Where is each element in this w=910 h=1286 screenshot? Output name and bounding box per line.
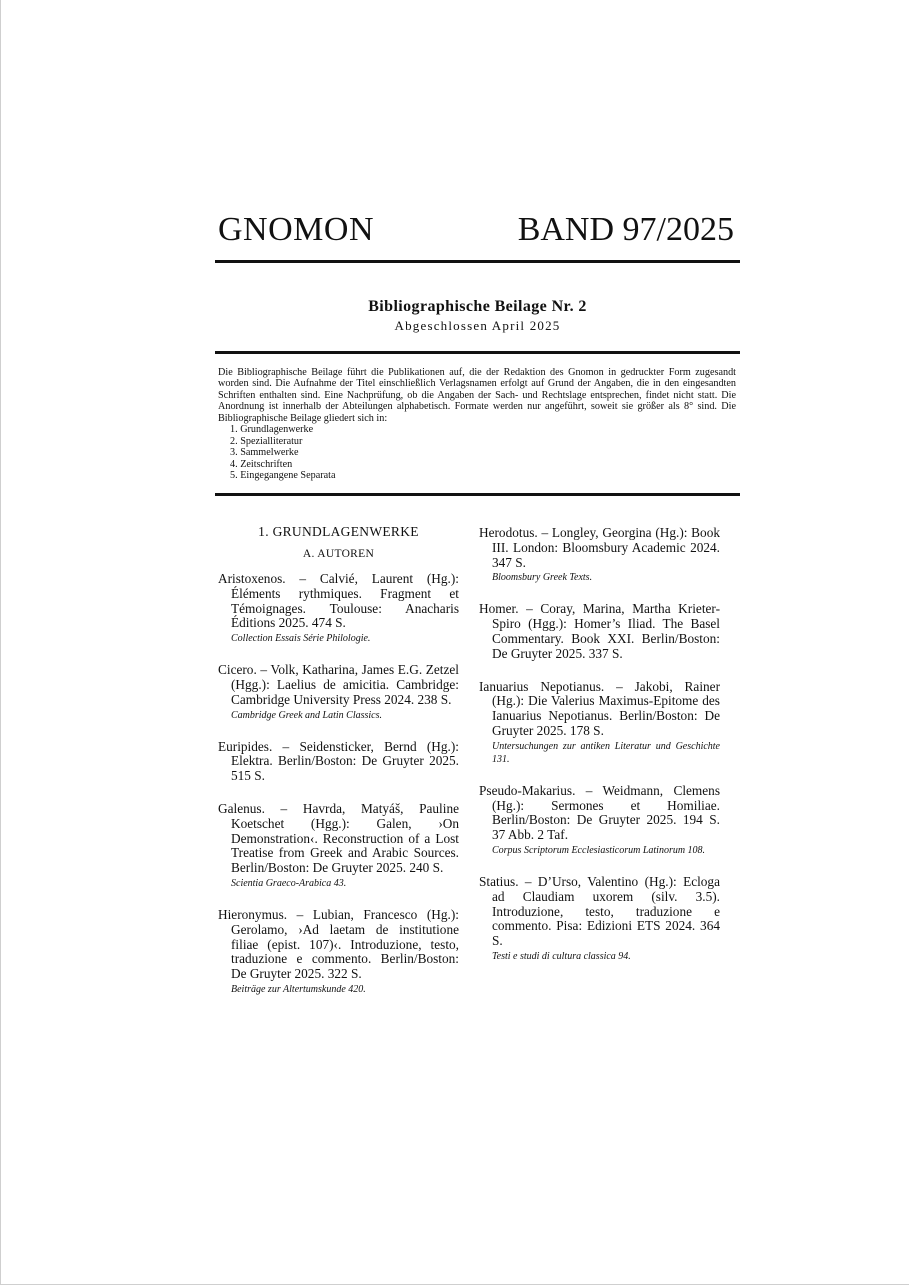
- left-column: [218, 522, 459, 1014]
- entry-series: Testi e studi di cultura classica 94.: [492, 950, 631, 962]
- intro-list-item: 3. Sammelwerke: [230, 447, 299, 459]
- bibliography-entry: [218, 908, 459, 996]
- intro-block: [218, 367, 736, 482]
- entry-text: Hieronymus. – Lubian, Francesco (Hg.): Gerolamo, ›Ad laetam de institutione filiae (epist. 107)‹. Introduzione, testo, traduzione e commento. Berlin/Boston: De Gruyter 2025. 322 S.: [218, 906, 459, 982]
- bibliography-entry: [479, 875, 720, 963]
- intro-list: [218, 424, 736, 482]
- entry-series: Untersuchungen zur antiken Literatur und Geschichte 131.: [492, 740, 720, 765]
- intro-list-item: 1. Grundlagenwerke: [230, 424, 314, 436]
- entry-text: Euripides. – Seidensticker, Bernd (Hg.): Elektra. Berlin/Boston: De Gruyter 2025. 515 S.: [218, 738, 459, 784]
- journal-title: GNOMON: [218, 211, 374, 248]
- bibliography-entry: [479, 526, 720, 584]
- entry-series: Cambridge Greek and Latin Classics.: [231, 709, 383, 721]
- bibliography-entry: [218, 802, 459, 890]
- header-rule: [215, 260, 740, 263]
- supplement-subtitle: Abgeschlossen April 2025: [394, 318, 561, 333]
- bibliography-entry: [479, 680, 720, 766]
- entry-series: Corpus Scriptorum Ecclesiasticorum Latinorum 108.: [492, 844, 706, 856]
- intro-list-item: 2. Spezialliteratur: [230, 435, 303, 447]
- intro-text: Die Bibliographische Beilage führt die Publikationen auf, die der Redaktion des Gnomon in gedruckter Form zugesandt worden sind. Die Aufnahme der Titel einschließlich Verlagsnamen erfolgt auf Grund der Angaben, die in den eingesandten Schriften enthalten sind. Eine Nachprüfung, ob die Angaben der Sach- und Rechtslage entsprechen, findet nicht statt. Die Anordnung ist innerhalb der Abteilungen alphabetisch. Formate werden nur angeführt, soweit sie größer als 8° sind. Die Bibliographische Beilage gliedert sich in:: [218, 367, 736, 424]
- section-title: 1. GRUNDLAGENWERKE: [258, 524, 419, 539]
- right-column: [479, 526, 720, 981]
- entry-text: Aristoxenos. – Calvié, Laurent (Hg.): Éléments rythmiques. Fragment et Témoignages. Toulouse: Anacharis Éditions 2025. 474 S.: [218, 571, 459, 631]
- masthead: [218, 208, 734, 252]
- entry-text: Ianuarius Nepotianus. – Jakobi, Rainer (Hg.): Die Valerius Maximus-Epitome des Ianuarius Nepotianus. Berlin/Boston: De Gruyter 2025. 178 S.: [479, 678, 720, 738]
- entry-text: Pseudo-Makarius. – Weidmann, Clemens (Hg.): Sermones et Homiliae. Berlin/Boston: De Gruyter 2025. 194 S. 37 Abb. 2 Taf.: [479, 782, 720, 843]
- entry-series: Bloomsbury Greek Texts.: [492, 572, 593, 584]
- supplement-title: Bibliographische Beilage Nr. 2: [368, 298, 587, 315]
- entry-text: Cicero. – Volk, Katharina, James E.G. Zetzel (Hgg.): Laelius de amicitia. Cambridge: Cambridge University Press 2024. 238 S.: [218, 662, 459, 707]
- bibliography-entry: [218, 572, 459, 645]
- entry-series: Scientia Graeco-Arabica 43.: [231, 877, 347, 889]
- entry-text: Homer. – Coray, Marina, Martha Krieter-Spiro (Hgg.): Homer’s Iliad. The Basel Commentary. Book XXI. Berlin/Boston: De Gruyter 2025. 337 S.: [479, 601, 720, 661]
- entry-text: Galenus. – Havrda, Matyáš, Pauline Koetschet (Hgg.): Galen, ›On Demonstration‹. Reconstruction of a Lost Treatise from Greek and Arabic Sources. Berlin/Boston: De Gruyter 2025. 240 S.: [218, 800, 459, 876]
- bibliography-entry: [218, 663, 459, 721]
- entry-text: Herodotus. – Longley, Georgina (Hg.): Book III. London: Bloomsbury Academic 2024. 347 S.: [479, 525, 720, 570]
- intro-top-rule: [215, 351, 740, 354]
- intro-list-item: 4. Zeitschriften: [230, 458, 293, 470]
- volume-label: BAND 97/2025: [517, 211, 734, 248]
- entry-series: Collection Essais Série Philologie.: [231, 633, 371, 645]
- subsection-title: A. AUTOREN: [302, 548, 375, 560]
- entry-text: Statius. – D’Urso, Valentino (Hg.): Ecloga ad Claudiam uxorem (silv. 3.5). Introduzione, testo, traduzione e commento. Pisa: Edizioni ETS 2024. 364 S.: [479, 873, 720, 949]
- entry-series: Beiträge zur Altertumskunde 420.: [231, 983, 366, 995]
- bibliography-entry: [479, 784, 720, 857]
- intro-list-item: 5. Eingegangene Separata: [230, 470, 336, 482]
- intro-bottom-rule: [215, 493, 740, 496]
- bibliography-entry: [479, 602, 720, 661]
- bibliography-entry: [218, 740, 459, 784]
